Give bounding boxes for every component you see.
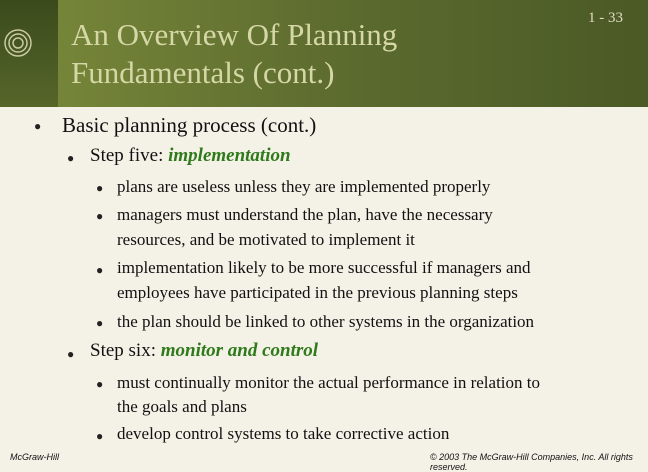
footer-copyright: © 2003 The McGraw-Hill Companies, Inc. All rights reserved.	[430, 452, 633, 472]
step6-emphasis: monitor and control	[160, 340, 319, 361]
bullet-icon: ●	[96, 181, 104, 195]
bullet-icon: ●	[96, 316, 104, 330]
bullet-icon: ●	[67, 347, 75, 361]
step6-prefix: Step six:	[90, 340, 161, 361]
bullet-icon: ●	[96, 209, 104, 223]
bullet-icon: ●	[96, 377, 104, 391]
step5-prefix: Step five:	[90, 145, 169, 166]
step5-heading	[90, 145, 291, 167]
bullet-icon: ●	[96, 429, 104, 443]
title-line-2: Fundamentals (cont.)	[71, 55, 335, 90]
footer-publisher: McGraw-Hill	[10, 452, 59, 462]
slide-number: 1 - 33	[588, 10, 623, 26]
bullet-icon: ●	[96, 263, 104, 277]
step6-item-cont: the goals and plans	[117, 397, 247, 416]
bullet-icon: ●	[34, 119, 42, 133]
step6-item: must continually monitor the actual performance in relation to	[117, 373, 540, 392]
step5-item-cont: employees have participated in the previous planning steps	[117, 283, 518, 302]
concentric-circles-icon	[3, 28, 33, 58]
step5-item: implementation likely to be more successful if managers and	[117, 258, 531, 277]
slide-title	[71, 16, 511, 92]
step5-item: the plan should be linked to other systems in the organization	[117, 312, 535, 331]
slide-header	[0, 0, 648, 107]
step5-emphasis: implementation	[168, 145, 291, 166]
level1-text: Basic planning process (cont.)	[62, 113, 317, 137]
step6-item: develop control systems to take corrective action	[117, 424, 450, 443]
title-line-1: An Overview Of Planning	[71, 17, 398, 52]
step6-heading	[90, 340, 318, 362]
step5-item: managers must understand the plan, have the necessary	[117, 205, 493, 224]
step5-item: plans are useless unless they are implemented properly	[117, 177, 491, 196]
bullet-icon: ●	[67, 151, 75, 165]
step5-item-cont: resources, and be motivated to implement it	[117, 230, 415, 249]
